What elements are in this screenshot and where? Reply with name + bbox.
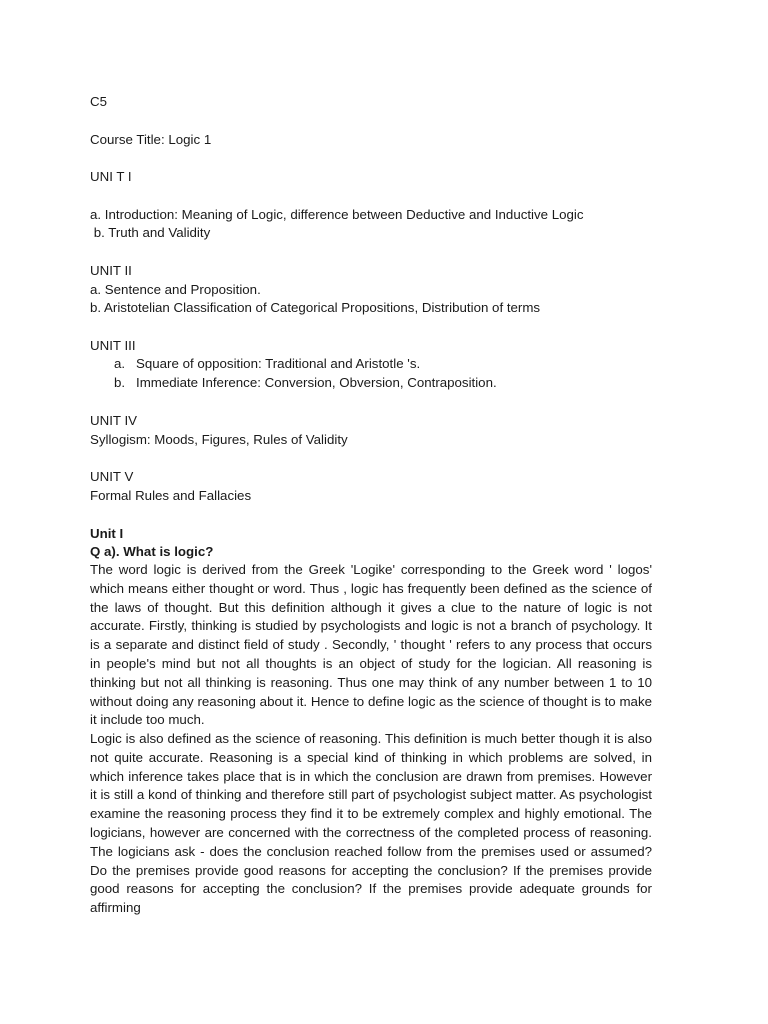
unit2-heading: UNIT II (90, 263, 132, 278)
paragraph-2: Logic is also defined as the science of reasoning. This definition is much better though it is also not quite accurate. Reasoning is a special kind of thinking in which problems are solved, in which inference takes place that is in which the conclusion are drawn from premises. However it is still a kond of thinking and therefore still part of psychologist subject matter. As psychologist examine the reasoning process they find it to be extremely complex and highly emotional. The logicians, however are concerned with the correctness of the completed process of reasoning. The logicians ask - does the conclusion reached follow from the premises used or assumed? Do the premises provide good reasons for accepting the conclusion? If the premises provide good reasons for accepting the conclusion? If the premises provide adequate grounds for affirming (90, 731, 652, 916)
list-marker: b. (114, 375, 126, 390)
paragraph-1: The word logic is derived from the Greek 'Logike' corresponding to the Greek word ' logos' which means either thought or word. Thus , logic has frequently been defined as the science of the laws of thought. But this definition although it gives a clue to the nature of logic is not accurate. Firstly, thinking is studied by psychologists and logic is not a branch of psychology. It is a separate and distinct field of study . Secondly, ' thought ' refers to any process that occurs in people's mind but not all thoughts is an object of study for the logician. All reasoning is thinking but not all thinking is reasoning. Thus one may think of any number between 1 to 10 without doing any reasoning about it. Hence to define logic as the science of thought is to make it include too much. (90, 562, 652, 728)
unit2-item-b: b. Aristotelian Classification of Categorical Propositions, Distribution of terms (90, 300, 541, 315)
unit4-text: Syllogism: Moods, Figures, Rules of Validity (90, 432, 348, 447)
section-heading: Unit I (90, 526, 124, 541)
unit3-heading: UNIT III (90, 338, 136, 353)
unit5-text: Formal Rules and Fallacies (90, 488, 252, 503)
list-marker: a. (114, 356, 126, 371)
list-item-text: Immediate Inference: Conversion, Obversion, Contraposition. (136, 375, 497, 390)
unit1-heading: UNI T I (90, 169, 132, 184)
course-code: C5 (90, 94, 107, 109)
course-title: Course Title: Logic 1 (90, 132, 212, 147)
unit5-heading: UNIT V (90, 469, 134, 484)
question-heading: Q a). What is logic? (90, 544, 214, 559)
unit1-item-a: a. Introduction: Meaning of Logic, difference between Deductive and Inductive Logic (90, 207, 584, 222)
unit4-heading: UNIT IV (90, 413, 138, 428)
list-item-text: Square of opposition: Traditional and Aristotle 's. (136, 356, 421, 371)
unit2-item-a: a. Sentence and Proposition. (90, 282, 261, 297)
unit1-item-b: b. Truth and Validity (90, 225, 211, 240)
